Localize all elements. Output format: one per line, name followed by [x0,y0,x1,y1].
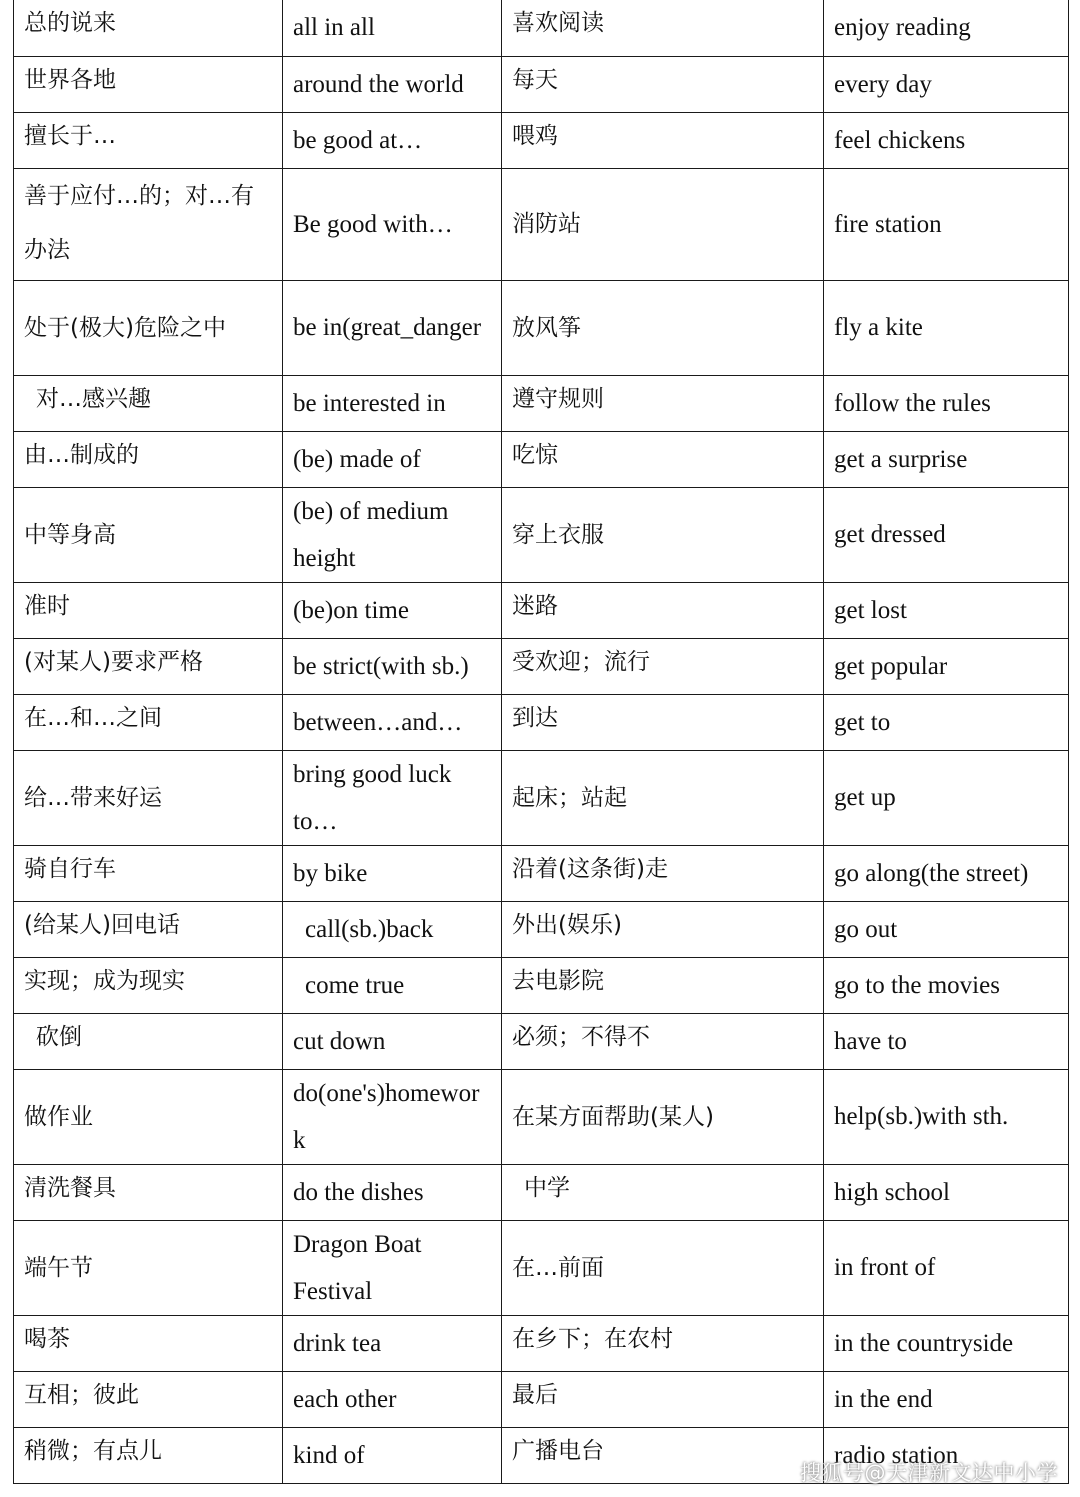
zh-phrase-cell: 喝茶 [14,1315,283,1371]
vocabulary-table [13,0,1069,1484]
en-phrase-cell: have to [824,1013,1069,1069]
table-row [14,901,1069,957]
en-phrase-cell: every day [824,56,1069,112]
en-phrase-cell: be in(great_danger [283,280,502,375]
zh-phrase-cell: 放风筝 [502,280,824,375]
en-phrase-cell: Be good with… [283,168,502,280]
zh-phrase-cell: 到达 [502,694,824,750]
zh-phrase-cell: 准时 [14,582,283,638]
zh-phrase-cell: 由…制成的 [14,431,283,487]
en-phrase-cell: get lost [824,582,1069,638]
en-phrase-cell: go out [824,901,1069,957]
zh-phrase-cell: 稍微；有点儿 [14,1427,283,1483]
table-row [14,582,1069,638]
zh-phrase-cell: 清洗餐具 [14,1164,283,1220]
table-row [14,375,1069,431]
zh-phrase-cell: 迷路 [502,582,824,638]
zh-phrase-cell: 总的说来 [14,0,283,56]
table-row [14,1315,1069,1371]
en-phrase-cell: in the end [824,1371,1069,1427]
zh-phrase-cell: 给…带来好运 [14,750,283,845]
en-phrase-cell: go along(the street) [824,845,1069,901]
en-phrase-cell: help(sb.)with sth. [824,1069,1069,1164]
zh-phrase-cell: 遵守规则 [502,375,824,431]
en-phrase-cell: radio station [824,1427,1069,1483]
table-row [14,280,1069,375]
en-phrase-cell: come true [283,957,502,1013]
zh-phrase-cell: 受欢迎；流行 [502,638,824,694]
table-row [14,638,1069,694]
zh-phrase-cell: 擅长于… [14,112,283,168]
en-phrase-cell: bring good luck to… [283,750,502,845]
table-row [14,56,1069,112]
zh-phrase-cell: 处于(极大)危险之中 [14,280,283,375]
en-phrase-cell: follow the rules [824,375,1069,431]
zh-phrase-cell: 在…前面 [502,1220,824,1315]
zh-phrase-cell: 中学 [502,1164,824,1220]
en-phrase-cell: fly a kite [824,280,1069,375]
en-phrase-cell: in front of [824,1220,1069,1315]
en-phrase-cell: do(one's)homework [283,1069,502,1164]
zh-phrase-cell: 起床；站起 [502,750,824,845]
table-row [14,0,1069,56]
zh-phrase-cell: 最后 [502,1371,824,1427]
en-phrase-cell: go to the movies [824,957,1069,1013]
en-phrase-cell: kind of [283,1427,502,1483]
zh-phrase-cell: 中等身高 [14,487,283,582]
zh-phrase-cell: (给某人)回电话 [14,901,283,957]
en-phrase-cell: in the countryside [824,1315,1069,1371]
zh-phrase-cell: 喂鸡 [502,112,824,168]
en-phrase-cell: between…and… [283,694,502,750]
table-row [14,168,1069,280]
en-phrase-cell: get up [824,750,1069,845]
zh-phrase-cell: 去电影院 [502,957,824,1013]
en-phrase-cell: high school [824,1164,1069,1220]
en-phrase-cell: fire station [824,168,1069,280]
en-phrase-cell: enjoy reading [824,0,1069,56]
vocabulary-table-body [14,0,1069,1483]
zh-phrase-cell: 实现；成为现实 [14,957,283,1013]
en-phrase-cell: by bike [283,845,502,901]
table-row [14,431,1069,487]
table-row [14,694,1069,750]
zh-phrase-cell: (对某人)要求严格 [14,638,283,694]
watermark-text: 搜狐号@天津新文达中小学 [800,1461,1058,1485]
en-phrase-cell: all in all [283,0,502,56]
en-phrase-cell: do the dishes [283,1164,502,1220]
zh-phrase-cell: 在某方面帮助(某人) [502,1069,824,1164]
en-phrase-cell: get a surprise [824,431,1069,487]
zh-phrase-cell: 沿着(这条街)走 [502,845,824,901]
en-phrase-cell: each other [283,1371,502,1427]
table-row [14,750,1069,845]
en-phrase-cell: get dressed [824,487,1069,582]
en-phrase-cell: (be) of medium height [283,487,502,582]
zh-phrase-cell: 在乡下；在农村 [502,1315,824,1371]
zh-phrase-cell: 砍倒 [14,1013,283,1069]
table-row [14,1069,1069,1164]
zh-phrase-cell: 在…和…之间 [14,694,283,750]
zh-phrase-cell: 做作业 [14,1069,283,1164]
en-phrase-cell: cut down [283,1013,502,1069]
zh-phrase-cell: 每天 [502,56,824,112]
table-row [14,845,1069,901]
zh-phrase-cell: 穿上衣服 [502,487,824,582]
zh-phrase-cell: 广播电台 [502,1427,824,1483]
table-row [14,1164,1069,1220]
zh-phrase-cell: 对…感兴趣 [14,375,283,431]
zh-phrase-cell: 互相；彼此 [14,1371,283,1427]
table-row [14,1220,1069,1315]
en-phrase-cell: call(sb.)back [283,901,502,957]
zh-phrase-cell: 骑自行车 [14,845,283,901]
zh-phrase-cell: 善于应付…的；对…有办法 [14,168,283,280]
en-phrase-cell: get to [824,694,1069,750]
zh-phrase-cell: 外出(娱乐) [502,901,824,957]
en-phrase-cell: around the world [283,56,502,112]
table-row [14,487,1069,582]
zh-phrase-cell: 喜欢阅读 [502,0,824,56]
table-row [14,957,1069,1013]
en-phrase-cell: be strict(with sb.) [283,638,502,694]
table-row [14,1371,1069,1427]
en-phrase-cell: be good at… [283,112,502,168]
zh-phrase-cell: 端午节 [14,1220,283,1315]
zh-phrase-cell: 吃惊 [502,431,824,487]
table-row [14,112,1069,168]
table-row [14,1013,1069,1069]
zh-phrase-cell: 必须；不得不 [502,1013,824,1069]
zh-phrase-cell: 世界各地 [14,56,283,112]
en-phrase-cell: Dragon Boat Festival [283,1220,502,1315]
en-phrase-cell: drink tea [283,1315,502,1371]
en-phrase-cell: be interested in [283,375,502,431]
en-phrase-cell: (be) made of [283,431,502,487]
en-phrase-cell: (be)on time [283,582,502,638]
en-phrase-cell: get popular [824,638,1069,694]
zh-phrase-cell: 消防站 [502,168,824,280]
en-phrase-cell: feel chickens [824,112,1069,168]
